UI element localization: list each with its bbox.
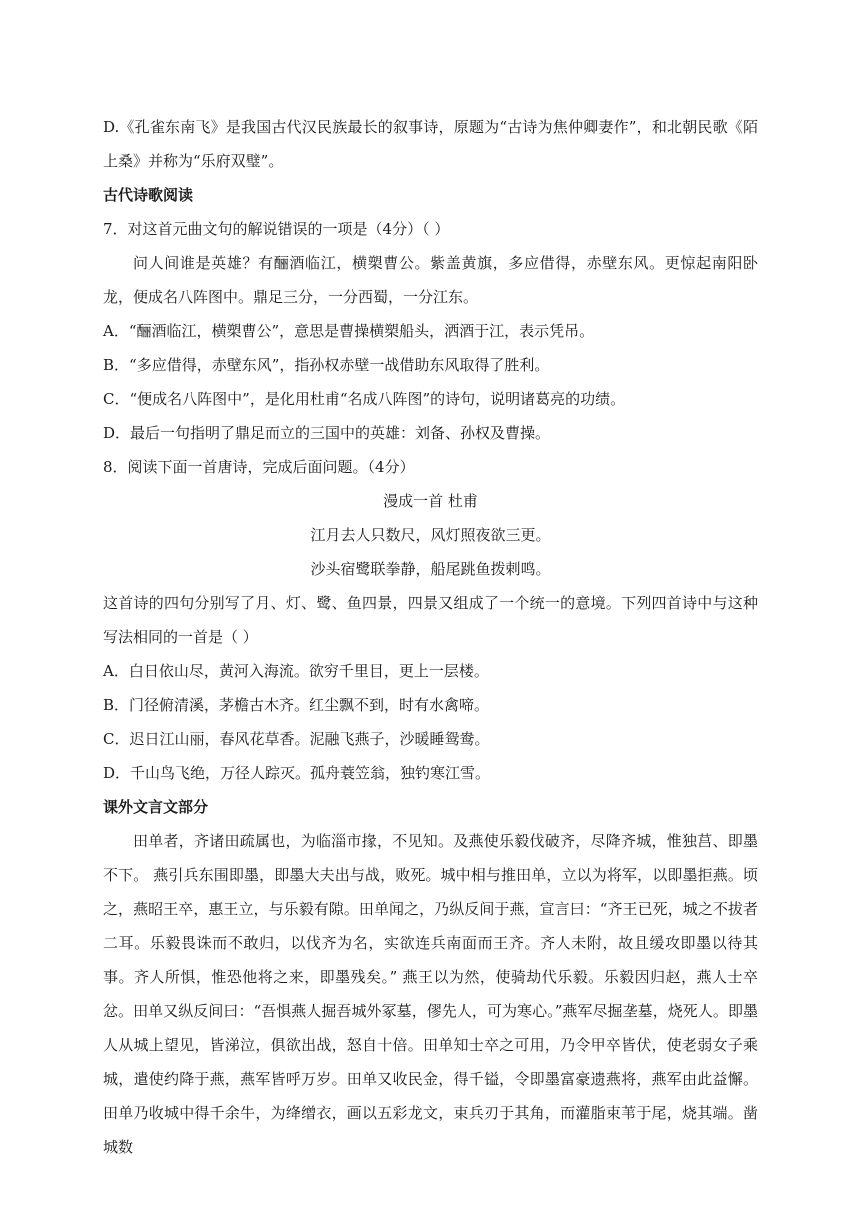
- question-7-option-d: D．最后一句指明了鼎足而立的三国中的英雄：刘备、孙权及曹操。: [103, 424, 551, 442]
- question-7-option-c: C．“便成名八阵图中”，是化用杜甫“名成八阵图”的诗句，说明诸葛亮的功绩。: [103, 390, 626, 408]
- section-heading-classical: 课外文言文部分: [103, 798, 209, 816]
- question-8-option-c: C．迟日江山丽，春风花草香。泥融飞燕子，沙暖睡鸳鸯。: [103, 730, 490, 748]
- poem-line: 江月去人只数尺，风灯照夜欲三更。: [310, 526, 551, 544]
- question-8-option-b: B．门径俯清溪，茅檐古木齐。红尘飘不到，时有水禽啼。: [103, 696, 490, 714]
- question-8-option-d: D．千山鸟飞绝，万径人踪灭。孤舟蓑笠翁，独钓寒江雪。: [103, 764, 491, 782]
- poem-line: 沙头宿鹭联拳静，船尾跳鱼拨剌鸣。: [310, 560, 551, 578]
- question-7-option-b: B．“多应借得，赤壁东风”，指孙权赤壁一战借助东风取得了胜利。: [103, 356, 550, 374]
- question-7-stem: 7．对这首元曲文句的解说错误的一项是（4分）（ ）: [103, 220, 450, 238]
- question-8-prompt: 这首诗的四句分别写了月、灯、鹭、鱼四景，四景又组成了一个统一的意境。下列四首诗中与这种写法相同的一首是（ ）: [103, 594, 758, 646]
- exam-page: [103, 110, 758, 1164]
- question-7-option-a: A．“酾酒临江，横槊曹公”，意思是曹操横槊船头，洒酒于江，表示凭吊。: [103, 322, 595, 340]
- poem-title: 漫成一首 杜甫: [383, 492, 478, 510]
- question-8-stem: 8．阅读下面一首唐诗，完成后面问题。（4分）: [103, 458, 415, 476]
- question-7-passage: 问人间谁是英雄？有酾酒临江，横槊曹公。紫盖黄旗，多应借得，赤壁东风。更惊起南阳卧龙，便成名八阵图中。鼎足三分，一分西蜀，一分江东。: [103, 254, 758, 306]
- option-d-kongque: D.《孔雀东南飞》是我国古代汉民族最长的叙事诗，原题为“古诗为焦仲卿妻作”，和北朝民歌《陌上桑》并称为“乐府双璧”。: [103, 118, 758, 170]
- classical-passage: 田单者，齐诸田疏属也，为临淄市掾，不见知。及燕使乐毅伐破齐，尽降齐城，惟独莒、即墨不下。 燕引兵东围即墨，即墨大夫出与战，败死。城中相与推田单，立以为将军，以即墨拒燕。顷之，燕昭王卒，惠王立，与乐毅有隙。田单闻之，乃纵反间于燕，宣言曰：“齐王已死，城之不拔者二耳。乐毅畏诛而不敢归，以伐齐为名，实欲连兵南面而王齐。齐人未附，故且缓攻即墨以待其事。齐人所惧，惟恐他将之来，即墨残矣。” 燕王以为然，使骑劫代乐毅。乐毅因归赵，燕人士卒忿。田单又纵反间曰：“吾惧燕人掘吾城外冢墓，僇先人，可为寒心。”燕军尽掘垄墓，烧死人。即墨人从城上望见，皆涕泣，俱欲出战，怒自十倍。田单知士卒之可用，乃令甲卒皆伏，使老弱女子乘城，遣使约降于燕，燕军皆呼万岁。田单又收民金，得千镒，令即墨富豪遗燕将，燕军由此益懈。田单乃收城中得千余牛，为绛缯衣，画以五彩龙文，束兵刃于其角，而灌脂束苇于尾，烧其端。凿城数: [103, 832, 758, 1156]
- section-heading-poetry: 古代诗歌阅读: [103, 186, 194, 204]
- question-8-option-a: A．白日依山尽，黄河入海流。欲穷千里目，更上一层楼。: [103, 662, 489, 680]
